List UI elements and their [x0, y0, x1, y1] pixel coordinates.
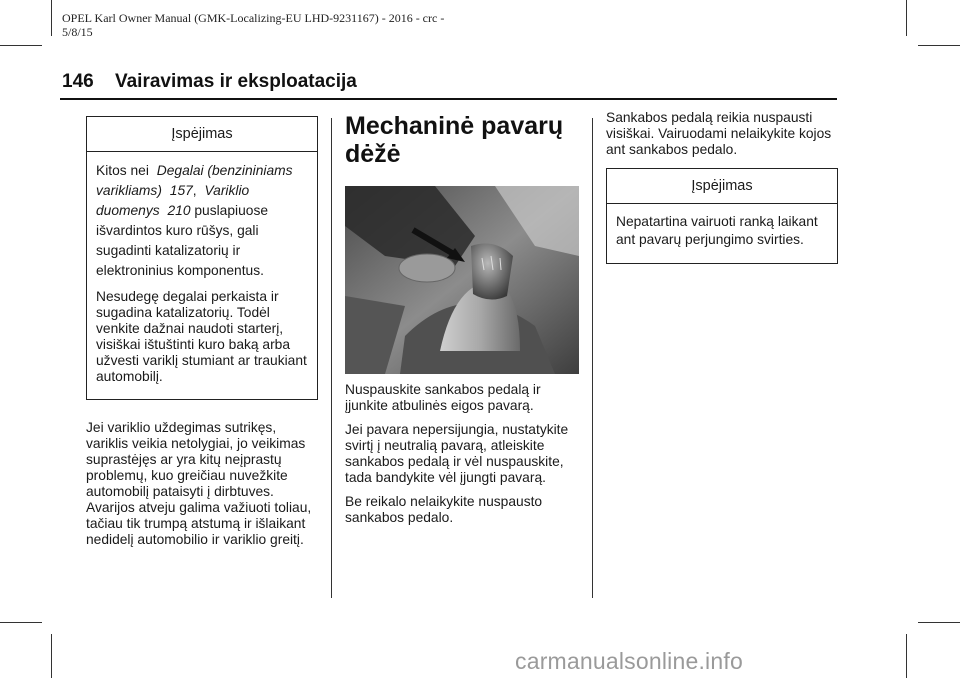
crop-mark — [906, 0, 907, 36]
page-reference[interactable]: 157 — [169, 183, 193, 198]
crop-mark — [0, 622, 42, 623]
crop-mark — [918, 622, 960, 623]
reference-link[interactable]: Variklio duomenys — [96, 183, 250, 218]
warning-title: Įspėjimas — [607, 169, 837, 204]
warning-paragraph: Nesudegę degalai perkaista ir sugadina katalizatorių. Todėl venkite dažnai naudoti starterį, visiškai ištuštinti kuro baką arba užvesti variklį stumiant ar traukiant automobilį. — [96, 289, 307, 384]
watermark: carmanualsonline.info — [515, 648, 743, 674]
body-paragraph: Jei pavara nepersijungia, nustatykite svirtį į neutralią pavarą, atleiskite sankabos pedalą ir vėl nuspauskite, tada bandykite vėl įjungti pavarą. — [345, 422, 569, 485]
crop-mark — [918, 45, 960, 46]
document-meta-line2: 5/8/15 — [62, 25, 93, 39]
running-header — [62, 71, 357, 93]
page-reference[interactable]: 210 — [167, 203, 191, 218]
column-2 — [345, 112, 579, 534]
warning-box — [606, 168, 838, 264]
body-paragraph: Nuspauskite sankabos pedalą ir įjunkite atbulinės eigos pavarą. — [345, 382, 541, 413]
document-meta — [62, 11, 444, 39]
warning-title: Įspėjimas — [87, 117, 317, 152]
warning-paragraph: Nepatartina vairuoti ranką laikant ant pavarų perjungimo svirties. — [616, 214, 818, 247]
header-rule — [60, 98, 837, 100]
warning-body — [87, 152, 317, 399]
document-meta-line1: OPEL Karl Owner Manual (GMK-Localizing-EU LHD-9231167) - 2016 - crc - — [62, 11, 445, 25]
crop-mark — [906, 634, 907, 678]
crop-mark — [51, 634, 52, 678]
warning-box — [86, 116, 318, 400]
body-paragraph: Be reikalo nelaikykite nuspausto sankabos pedalo. — [345, 494, 543, 525]
body-paragraph: Jei variklio uždegimas sutrikęs, variklis veikia netolygiai, jo veikimas suprastėjęs ar yra kitų neįprastų problemų, kuo greičiau nuvežkite automobilį pataisyti į dirbtuves. Avarijos atveju galima važiuoti toliau, tačiau tik trumpą atstumą ir išlaikant nedidelį automobilio ir variklio greitį. — [86, 420, 312, 547]
section-title: Vairavimas ir eksploatacija — [114, 71, 357, 92]
reference-link[interactable]: Degalai (benzininiams varikliams) — [96, 163, 293, 198]
section-heading: Mechaninė pavarų dėžė — [345, 112, 564, 168]
gear-shifter-photo — [345, 186, 579, 374]
column-divider — [331, 118, 332, 598]
crop-mark — [51, 0, 52, 36]
column-1 — [86, 116, 318, 556]
column-3 — [606, 110, 838, 264]
warning-text: puslapiuose išvardintos kuro rūšys, gali sugadinti katalizatorių ir elektroninius komponentus. — [96, 203, 269, 278]
warning-text: Kitos nei — [96, 163, 149, 178]
page-number: 146 — [62, 71, 94, 92]
column-divider — [592, 118, 593, 598]
body-paragraph: Sankabos pedalą reikia nuspausti visiškai. Vairuodami nelaikykite kojos ant sankabos pedalo. — [606, 110, 832, 157]
crop-mark — [0, 45, 42, 46]
warning-body — [607, 204, 837, 263]
warning-paragraph: Kitos nei Degalai (benzininiams varikliams) 157, Variklio duomenys 210 puslapiuose išvardintos kuro rūšys, gali sugadinti katalizatorių ir elektroninius komponentus. — [96, 163, 293, 278]
